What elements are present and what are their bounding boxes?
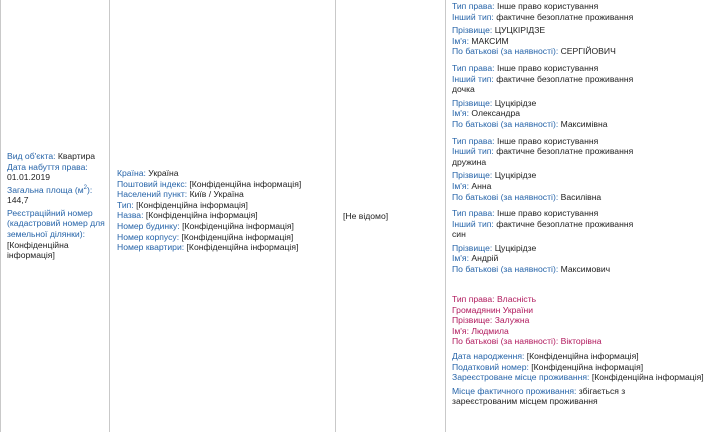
birth-date-value: [Конфіденційна інформація] (526, 351, 639, 361)
cost-value: [Не відомо] (343, 211, 389, 221)
right-type-value: Інше право користування (496, 208, 599, 219)
patronymic-value: Василівна (560, 191, 602, 202)
surname-label: Прізвище: (452, 25, 493, 36)
other-type-value: фактичне безоплатне проживання (496, 11, 634, 22)
owner-patronymic-value: Вікторівна (560, 336, 602, 347)
address-label: Країна: (117, 168, 146, 178)
owner-block (452, 294, 638, 347)
tax-number-value: [Конфіденційна інформація] (531, 361, 644, 372)
right-holder-block (452, 1, 638, 57)
owner-name-value: Людмила (471, 325, 509, 336)
right-type-value: Інше право користування (496, 1, 599, 11)
address-line (117, 168, 333, 179)
address-column (110, 0, 336, 432)
name-value: МАКСИМ (471, 35, 509, 46)
address-value: [Конфіденційна інформація] (182, 220, 294, 231)
other-type-label: Інший тип: (452, 146, 494, 157)
owner-name-label: Ім'я: (452, 325, 469, 336)
right-holder-block (452, 208, 638, 275)
right-type-label: Тип права: (452, 62, 495, 73)
address-label: Номер будинку: (117, 220, 180, 231)
name-label: Ім'я: (452, 35, 469, 46)
birth-date-label: Дата народження: (452, 351, 525, 361)
address-line (117, 200, 333, 211)
address-line (117, 210, 333, 221)
right-type-label: Тип права: (452, 1, 495, 11)
right-type-value: Інше право користування (496, 135, 599, 146)
patronymic-label: По батькові (за наявності): (452, 46, 559, 57)
name-label: Ім'я: (452, 253, 469, 264)
address-label: Поштовий індекс: (117, 178, 188, 189)
surname-label: Прізвище: (452, 170, 493, 181)
patronymic-label: По батькові (за наявності): (452, 191, 559, 202)
surname-value: Цуцкірідзе (494, 170, 537, 181)
surname-label: Прізвище: (452, 242, 493, 253)
other-type-label: Інший тип: (452, 73, 494, 84)
area-value: 144,7 (7, 195, 29, 206)
right-holder-block (452, 136, 638, 203)
patronymic-value: СЕРГІЙОВИЧ (560, 46, 616, 57)
surname-value: Цуцкірідзе (494, 242, 537, 253)
address-value: [Конфіденційна інформація] (181, 231, 294, 242)
rights-list (452, 1, 638, 281)
address-label: Населений пункт: (117, 189, 188, 200)
other-type-value: фактичне безоплатне проживання (496, 218, 634, 229)
address-line (117, 221, 333, 232)
address-label: Тип: (117, 199, 134, 210)
patronymic-label: По батькові (за наявності): (452, 118, 559, 129)
area-label: Загальна площа $(м^2)$: (7, 184, 93, 195)
address-line (117, 232, 333, 243)
owner-surname-label: Прізвище: (452, 315, 493, 326)
surname-value: Цуцкірідзе (494, 97, 537, 108)
actual-residence-label: Місце фактичного проживання: (452, 385, 577, 396)
owner-surname-value: Залужна (494, 315, 530, 326)
right-type-label: Тип права: (452, 208, 495, 219)
name-value: Андрій (471, 253, 499, 264)
right-type-label: Тип права: (452, 135, 495, 146)
relation-value: син (452, 229, 466, 240)
address-line (117, 242, 333, 253)
reg-number-value: [Конфіденційна інформація] (7, 239, 69, 261)
address-value: Україна (148, 168, 179, 178)
other-type-value: фактичне безоплатне проживання (496, 73, 634, 84)
address-info (117, 168, 333, 253)
acquire-date-label: Дата набуття права: (7, 161, 88, 172)
name-label: Ім'я: (452, 180, 469, 191)
address-line (117, 179, 333, 190)
registered-residence-value: [Конфіденційна інформація] (591, 372, 704, 383)
rights-column (446, 0, 704, 432)
object-column (0, 0, 110, 432)
address-value: [Конфіденційна інформація] (145, 210, 258, 221)
tax-number-label: Податковий номер: (452, 361, 529, 372)
owner-details (452, 351, 704, 407)
relation-value: дружина (452, 156, 487, 167)
registered-residence-label: Зареєстроване місце проживання: (452, 372, 590, 383)
object-type-label: Вид об'єкта: (7, 151, 56, 161)
address-value: Київ / Україна (189, 189, 244, 200)
relation-value: дочка (452, 84, 475, 95)
actual-residence-value: збігається з зареєстрованим місцем проживання (452, 385, 626, 407)
object-type-value: Квартира (57, 151, 96, 161)
address-label: Назва: (117, 210, 144, 221)
address-line (117, 189, 333, 200)
reg-number-label: Реєстраційний номер (кадастровий номер для земельної ділянки): (7, 207, 105, 240)
right-holder-block (452, 63, 638, 130)
cost-column (336, 0, 446, 432)
name-value: Анна (471, 180, 492, 191)
owner-type-label: Тип права: (452, 294, 495, 304)
patronymic-label: По батькові (за наявності): (452, 264, 559, 275)
address-value: [Конфіденційна інформація] (136, 199, 248, 210)
patronymic-value: Максимович (560, 264, 611, 275)
owner-type-value: Власність (496, 294, 537, 304)
surname-label: Прізвище: (452, 97, 493, 108)
address-label: Номер квартири: (117, 242, 185, 253)
other-type-label: Інший тип: (452, 11, 494, 22)
object-info (7, 151, 107, 261)
name-value: Олександра (471, 108, 521, 119)
acquire-date-value: 01.01.2019 (7, 172, 51, 183)
surname-value: ЦУЦКІРІДЗЕ (494, 25, 546, 36)
address-value: [Конфіденційна інформація] (186, 242, 299, 253)
name-label: Ім'я: (452, 108, 469, 119)
owner-patronymic-label: По батькові (за наявності): (452, 336, 559, 347)
owner-citizenship: Громадянин України (452, 304, 534, 315)
other-type-label: Інший тип: (452, 218, 494, 229)
address-value: [Конфіденційна інформація] (189, 178, 302, 189)
patronymic-value: Максимівна (560, 118, 608, 129)
other-type-value: фактичне безоплатне проживання (496, 146, 634, 157)
right-type-value: Інше право користування (496, 62, 599, 73)
address-label: Номер корпусу: (117, 231, 180, 242)
